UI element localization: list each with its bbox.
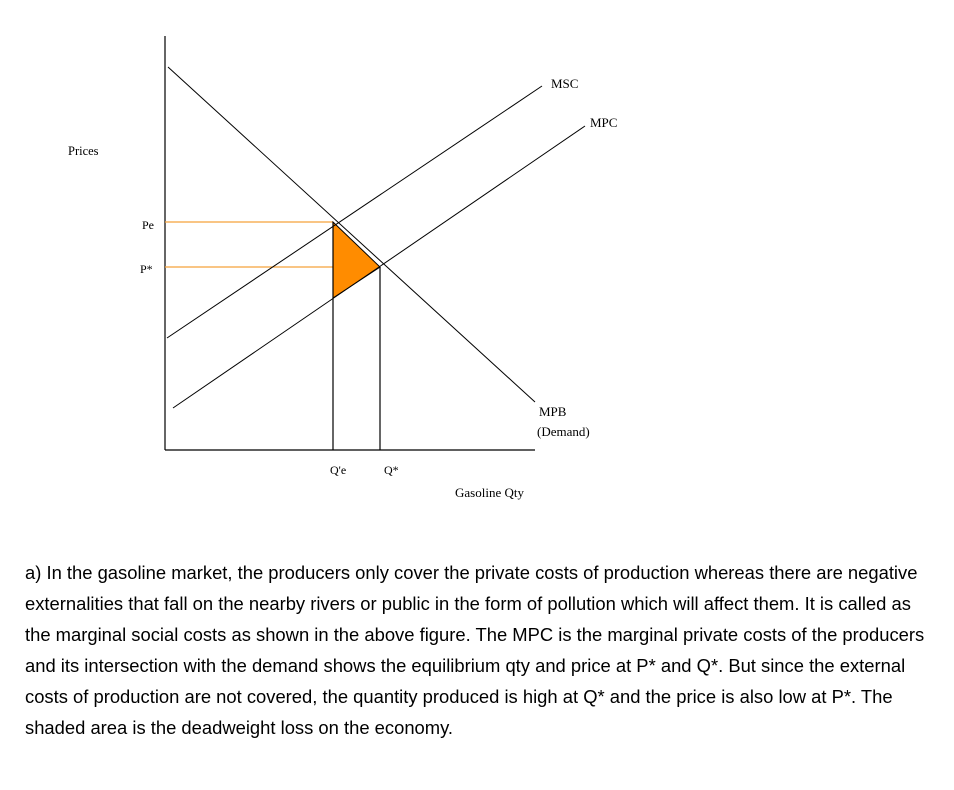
- y-axis-label: Prices: [68, 144, 99, 158]
- msc-curve: [167, 86, 542, 338]
- mpb-label: MPB: [539, 404, 567, 419]
- qe-tick-label: Q'e: [330, 463, 347, 477]
- deadweight-loss-area: [333, 222, 380, 298]
- msc-label: MSC: [551, 76, 579, 91]
- mpc-label: MPC: [590, 115, 618, 130]
- qstar-tick-label: Q*: [384, 463, 399, 477]
- x-axis-label: Gasoline Qty: [455, 485, 524, 500]
- demand-label: (Demand): [537, 424, 590, 439]
- pstar-tick-label: P*: [140, 262, 153, 276]
- answer-paragraph: a) In the gasoline market, the producers only cover the private costs of production whereas there are negative externalities that fall on the nearby rivers or public in the form of pollution which will affect them. It is called as the marginal social costs as shown in the above figure. The MPC is the marginal private costs of the producers and its intersection with the demand shows the equilibrium qty and price at P* and Q*. But since the external costs of production are not covered, the quantity produced is high at Q* and the price is also low at P*. The shaded area is the deadweight loss on the economy.: [25, 562, 925, 738]
- mpb-demand-curve: [168, 67, 535, 402]
- pe-tick-label: Pe: [142, 218, 154, 232]
